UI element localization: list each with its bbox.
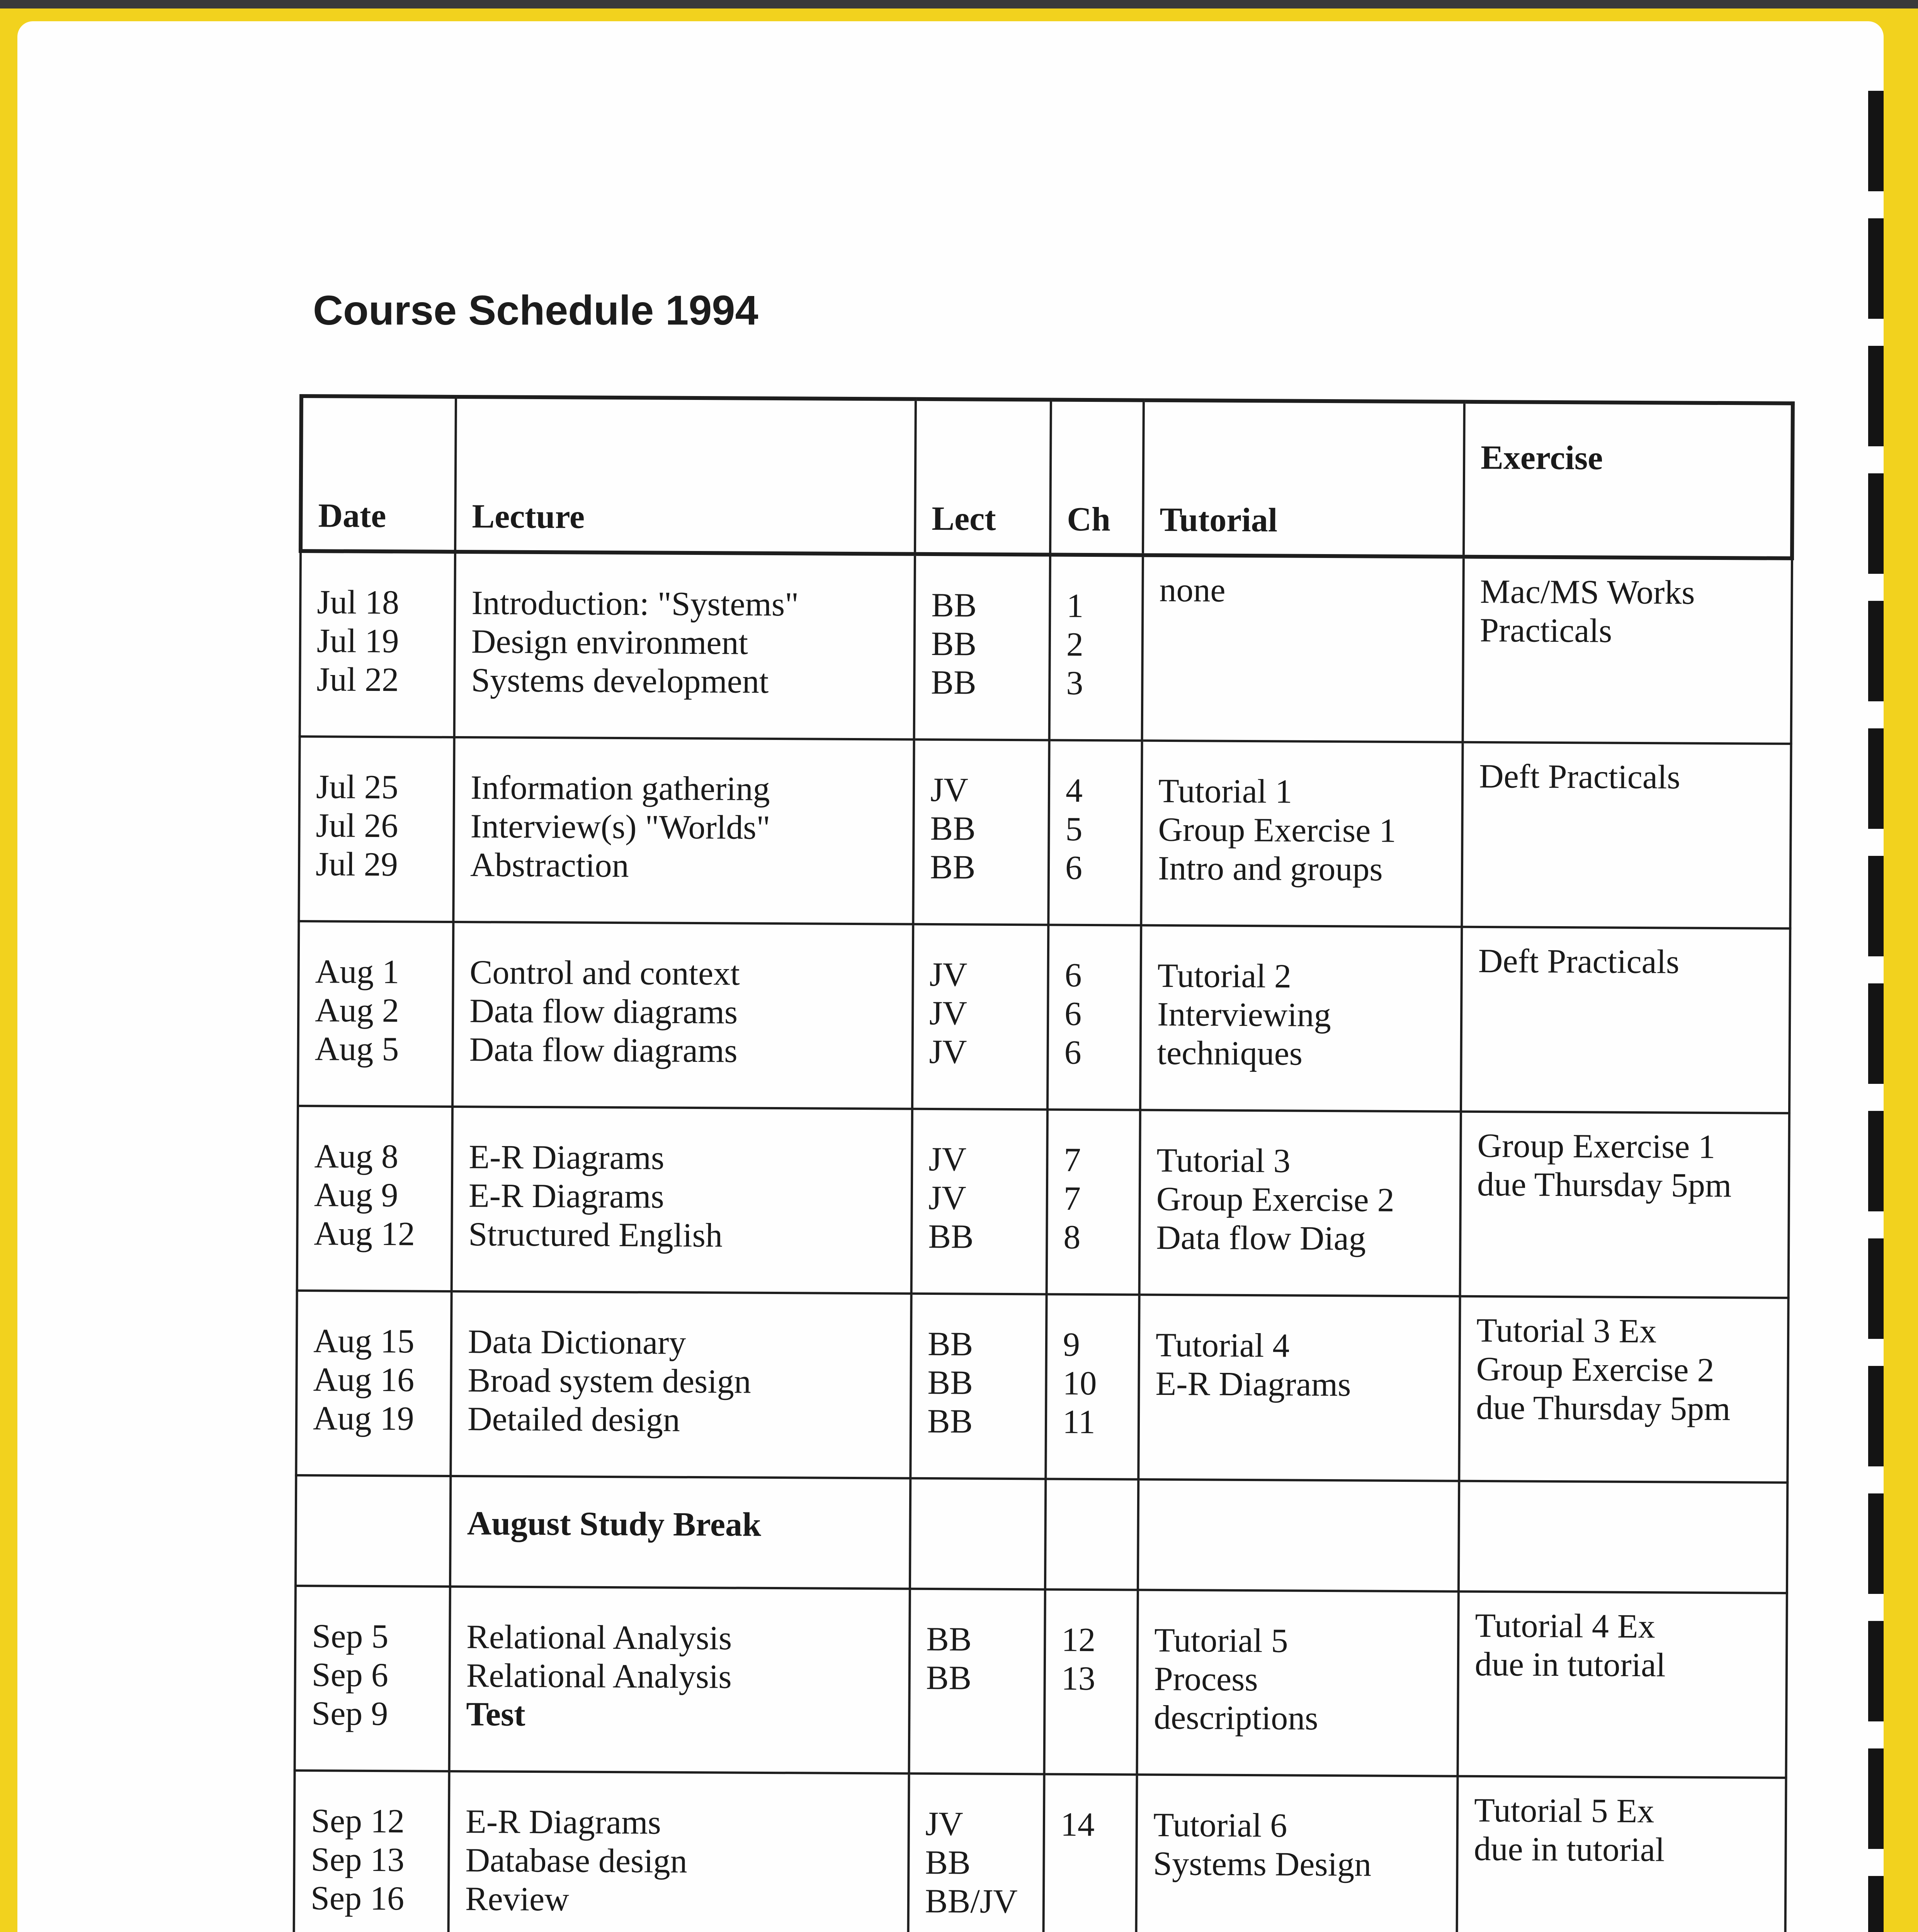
lecturer-cell: JV JV BB bbox=[911, 1109, 1047, 1294]
lecture-cell: Data Dictionary Broad system design Detailed design bbox=[451, 1291, 911, 1478]
header-date: Date bbox=[301, 396, 456, 552]
table-row bbox=[297, 1106, 1789, 1298]
chapter-cell: 12 13 bbox=[1044, 1589, 1138, 1774]
table-header-row bbox=[301, 396, 1793, 558]
chapter-cell: 7 7 8 bbox=[1047, 1109, 1140, 1294]
lecture-cell: Introduction: "Systems" Design environment Systems development bbox=[454, 552, 915, 740]
course-schedule-table bbox=[287, 394, 1795, 1932]
header-lect: Lect bbox=[915, 399, 1051, 555]
table-row bbox=[296, 1291, 1788, 1483]
header-ch: Ch bbox=[1050, 400, 1144, 555]
test-label: Test bbox=[466, 1696, 525, 1733]
lecturer-cell: BB BB BB bbox=[910, 1294, 1046, 1479]
lecturer-cell: JV JV JV bbox=[912, 924, 1048, 1110]
exercise-cell: Tutorial 4 Ex due in tutorial bbox=[1458, 1592, 1787, 1778]
lecture-cell: Control and context Data flow diagrams Data flow diagrams bbox=[452, 922, 913, 1109]
table-row bbox=[295, 1586, 1787, 1778]
chapter-cell bbox=[1045, 1479, 1138, 1590]
tutorial-cell: Tutorial 6 Systems Design bbox=[1136, 1775, 1457, 1932]
lecturer-cell: BB BB bbox=[909, 1589, 1045, 1774]
exercise-cell: Tutorial 5 Ex due in tutorial bbox=[1457, 1776, 1786, 1932]
spiral-binding bbox=[1868, 91, 1884, 1932]
tutorial-cell: Tutorial 3 Group Exercise 2 Data flow Diag bbox=[1139, 1110, 1461, 1296]
page-title: Course Schedule 1994 bbox=[313, 287, 758, 333]
date-cell: Sep 12 Sep 13 Sep 16 bbox=[294, 1770, 449, 1932]
date-cell: Sep 5 Sep 6 Sep 9 bbox=[295, 1586, 450, 1771]
chapter-cell: 1 2 3 bbox=[1049, 555, 1143, 741]
lecturer-cell: BB BB BB bbox=[914, 554, 1050, 740]
exercise-cell bbox=[1459, 1481, 1787, 1593]
table-row bbox=[298, 921, 1790, 1113]
tutorial-cell bbox=[1138, 1480, 1459, 1592]
study-break-row bbox=[296, 1475, 1787, 1593]
scanner-top-edge bbox=[0, 0, 1918, 9]
chapter-cell: 14 bbox=[1043, 1774, 1137, 1932]
date-cell: Jul 18 Jul 19 Jul 22 bbox=[300, 551, 455, 737]
lecture-cell: Information gathering Interview(s) "Worlds" Abstraction bbox=[453, 737, 914, 924]
date-cell: Jul 25 Jul 26 Jul 29 bbox=[299, 736, 454, 922]
exercise-cell: Deft Practicals bbox=[1461, 927, 1790, 1113]
lecturer-cell: JV BB BB/JV bbox=[908, 1774, 1044, 1932]
lecture-cell: E-R Diagrams Database design Review bbox=[448, 1771, 909, 1932]
lecture-cell bbox=[449, 1587, 910, 1774]
lecture-cell: E-R Diagrams E-R Diagrams Structured English bbox=[452, 1107, 912, 1294]
lecturer-cell: JV BB BB bbox=[913, 740, 1049, 925]
exercise-cell: Mac/MS Works Practicals bbox=[1463, 557, 1792, 744]
table-row bbox=[300, 551, 1792, 744]
exercise-cell: Deft Practicals bbox=[1462, 742, 1791, 929]
lecture-text: Relational Analysis Relational Analysis bbox=[466, 1618, 732, 1696]
tutorial-cell: none bbox=[1142, 555, 1464, 742]
exercise-cell: Tutorial 3 Ex Group Exercise 2 due Thursday 5pm bbox=[1459, 1296, 1788, 1483]
header-exercise: Exercise bbox=[1464, 402, 1793, 558]
chapter-cell: 6 6 6 bbox=[1047, 925, 1141, 1110]
study-break-label: August Study Break bbox=[450, 1476, 910, 1589]
exercise-cell: Group Exercise 1 due Thursday 5pm bbox=[1460, 1112, 1789, 1298]
date-cell bbox=[296, 1475, 451, 1587]
chapter-cell: 9 10 11 bbox=[1046, 1294, 1139, 1479]
tutorial-cell: Tutorial 2 Interviewing techniques bbox=[1140, 925, 1462, 1112]
date-cell: Aug 1 Aug 2 Aug 5 bbox=[298, 921, 453, 1107]
header-tutorial: Tutorial bbox=[1143, 400, 1464, 557]
table-row bbox=[299, 736, 1791, 929]
tutorial-cell: Tutorial 4 E-R Diagrams bbox=[1138, 1295, 1460, 1481]
date-cell: Aug 8 Aug 9 Aug 12 bbox=[297, 1106, 452, 1291]
lecturer-cell bbox=[910, 1478, 1046, 1590]
tutorial-cell: Tutorial 5 Process descriptions bbox=[1137, 1590, 1459, 1776]
table-row bbox=[294, 1770, 1786, 1932]
tutorial-cell: Tutorial 1 Group Exercise 1 Intro and groups bbox=[1141, 741, 1462, 927]
date-cell: Aug 15 Aug 16 Aug 19 bbox=[296, 1291, 451, 1476]
chapter-cell: 4 5 6 bbox=[1048, 740, 1142, 925]
header-lecture: Lecture bbox=[455, 397, 916, 554]
